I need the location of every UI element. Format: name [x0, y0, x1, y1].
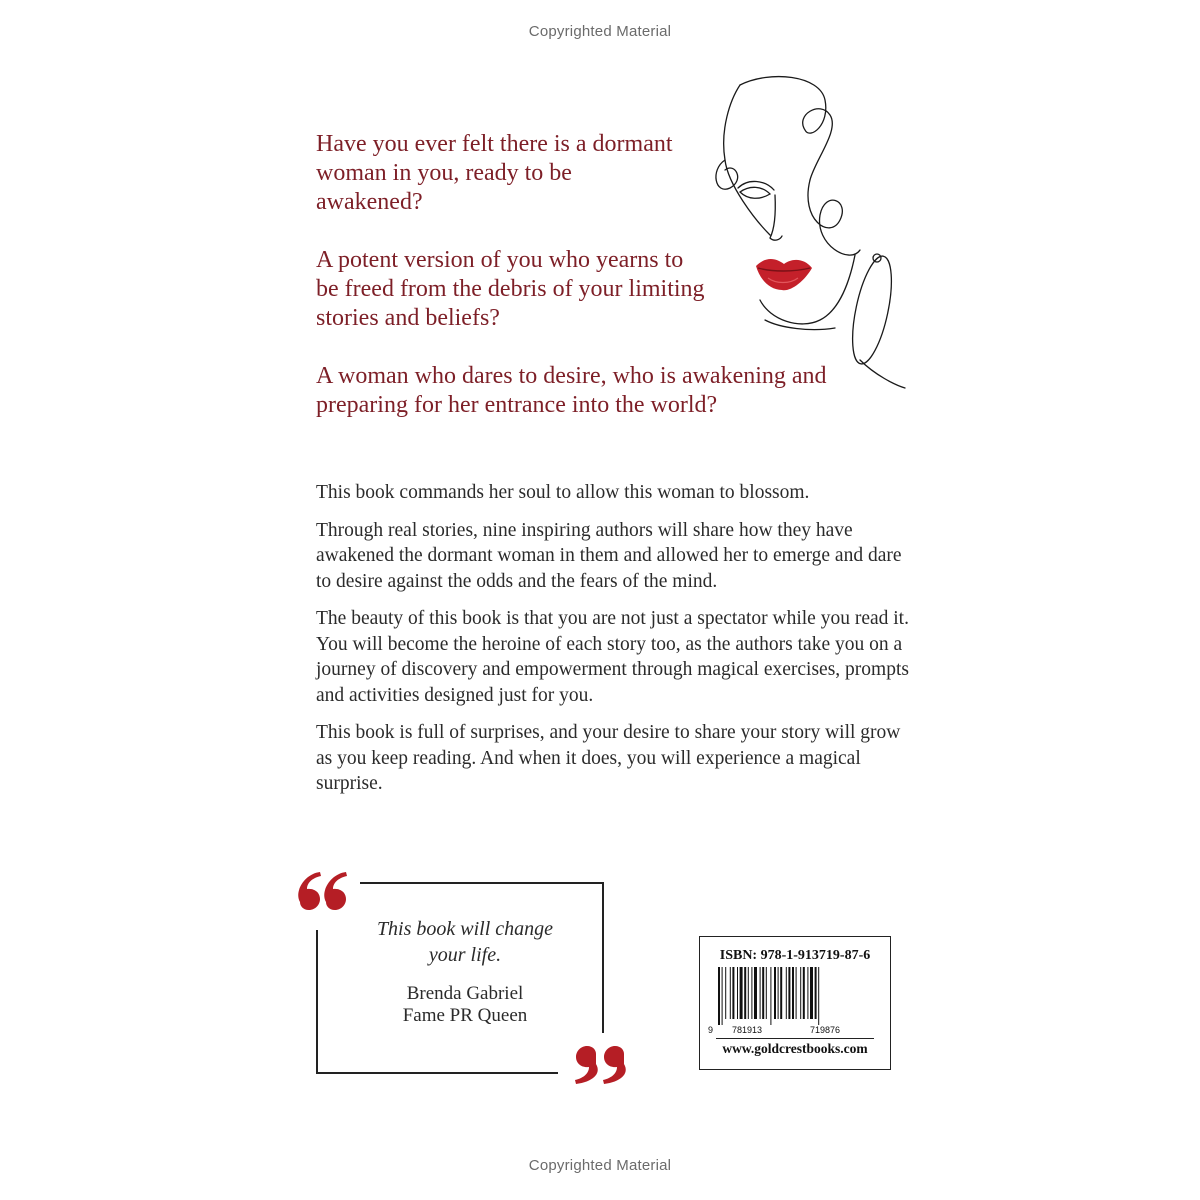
barcode-bar [803, 967, 805, 1019]
isbn-divider [716, 1038, 874, 1039]
testimonial-author-title: Fame PR Queen [402, 1005, 528, 1026]
barcode-bar [766, 967, 767, 1019]
barcode-bar [740, 967, 743, 1019]
description-paragraph-4: This book is full of surprises, and your desire to share your story will grow as you keep reading. And when it does, you will experience a magical surprise. [316, 722, 901, 794]
copyright-watermark-top: Copyrighted Material [528, 23, 672, 40]
description-paragraph-3: The beauty of this book is that you are not just a spectator while you read it. You will become the heroine of each story too, as the authors take you on a journey of discovery and empowerment through magical exercises, prompts and activities designed just for you. [316, 608, 909, 706]
intro-question-1: Have you ever felt there is a dormant woman in you, ready to be awakened? [316, 131, 673, 215]
testimonial-frame [290, 868, 640, 1088]
testimonial-author: Brenda Gabriel [406, 983, 524, 1004]
barcode-bar [751, 967, 752, 1019]
barcode-bar [780, 967, 782, 1019]
testimonial-line-1: This book will change [376, 918, 554, 940]
description-paragraph-1: This book commands her soul to allow this woman to blossom. [316, 482, 810, 503]
testimonial-line-2: your life. [428, 944, 502, 966]
quote-open-icon [298, 872, 347, 910]
testimonial-box [290, 868, 640, 1088]
barcode-bar [722, 967, 723, 1025]
barcode-bar [737, 967, 738, 1019]
barcode-bar [754, 967, 757, 1019]
barcode-bar [760, 967, 761, 1019]
barcode-bar [725, 967, 726, 1019]
intro-questions [316, 130, 876, 420]
isbn-digits-group-2: 719876 [810, 1025, 841, 1035]
barcode-bar [796, 967, 797, 1019]
testimonial-text [320, 916, 610, 968]
copyright-watermark-bottom: Copyrighted Material [528, 1157, 672, 1174]
barcode-bar [807, 967, 808, 1019]
barcode-bar [818, 967, 819, 1025]
barcode-bar [778, 967, 779, 1019]
barcode-bar [792, 967, 794, 1019]
quote-close-icon [575, 1046, 626, 1084]
intro-question-3: A woman who dares to desire, who is awakening and preparing for her entrance into the world? [316, 363, 827, 418]
barcode-bar [748, 967, 749, 1019]
isbn-label: ISBN: 978-1-913719-87-6 [719, 948, 871, 963]
publisher-url: www.goldcrestbooks.com [722, 1041, 868, 1056]
barcode-bar [815, 967, 817, 1019]
barcode-bar [732, 967, 734, 1019]
barcode-bar [788, 967, 790, 1019]
barcode-bar [730, 967, 731, 1019]
barcode-bar [810, 967, 813, 1019]
description-paragraph-2: Through real stories, nine inspiring authors will share how they have awakened the dormant woman in them and allowed her to emerge and dare to desire against the odds and the fears of the mind. [316, 519, 902, 592]
barcode-bar [770, 967, 771, 1025]
barcode-icon [718, 967, 874, 1025]
barcode-bar [774, 967, 776, 1019]
barcode-bar [786, 967, 787, 1019]
barcode-bar [744, 967, 746, 1019]
isbn-digit-prefix: 9 [708, 1025, 714, 1035]
barcode-bar [762, 967, 764, 1019]
barcode-bar [718, 967, 720, 1025]
intro-question-2: A potent version of you who yearns to be freed from the debris of your limiting stories and beliefs? [316, 247, 705, 331]
barcode-bar [800, 967, 801, 1019]
isbn-digits-group-1: 781913 [732, 1025, 763, 1035]
isbn-barcode-box [699, 936, 891, 1070]
book-description [316, 480, 916, 809]
